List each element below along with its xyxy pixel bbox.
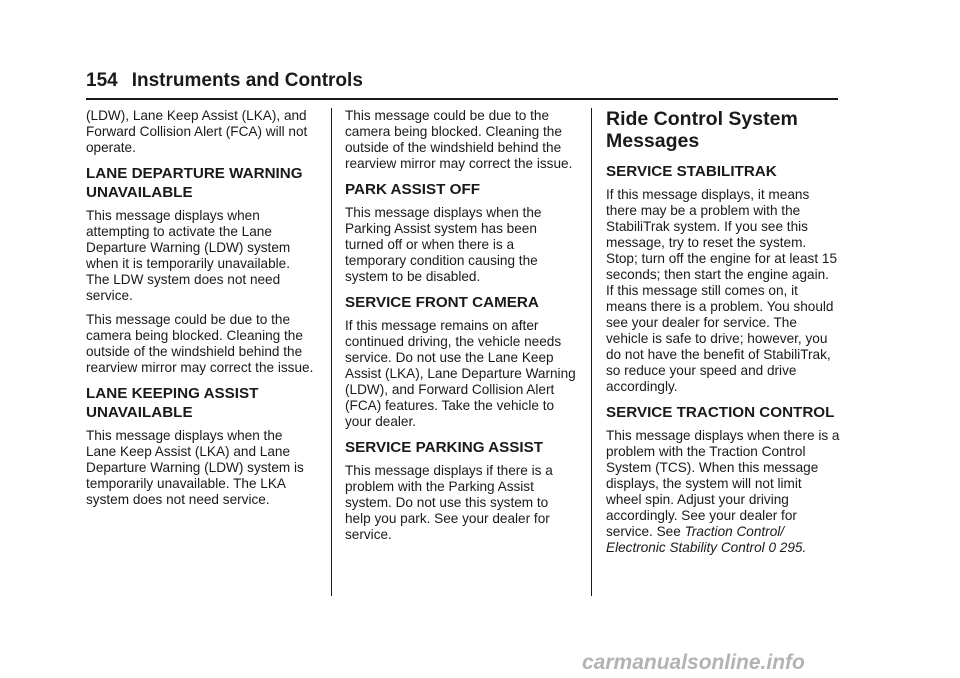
body-paragraph: If this message displays, it means there may be a problem with the StabiliTrak system. If you see this message, try to reset the system. Stop; turn off the engine for at least 15 seconds; then start the engine again. If this message still comes on, it means there is a problem. You should see your dealer for service. The vehicle is safe to drive; however, you do not have the benefit of StabiliTrak, so reduce your speed and drive accordingly. (606, 187, 838, 394)
body-paragraph: This message could be due to the camera being blocked. Cleaning the outside of the windshield behind the rearview mirror may correct the issue. (345, 108, 573, 171)
page-number: 154 (86, 70, 118, 91)
cross-reference-page[interactable]: 295. (779, 540, 807, 555)
column-1 (86, 108, 316, 516)
body-paragraph: If this message remains on after continued driving, the vehicle needs service. Do not use the Lane Keep Assist (LKA), Lane Departure Warning (LDW), and Forward Collision Alert (FCA) features. Take the vehicle to your dealer. (345, 318, 576, 429)
heading-service-stabilitrak: SERVICE STABILITRAK (606, 163, 777, 180)
heading-park-assist-off: PARK ASSIST OFF (345, 181, 481, 198)
body-paragraph: This message displays when attempting to activate the Lane Departure Warning (LDW) system when it is temporarily unavailable. The LDW system does not need service. (86, 208, 291, 303)
page-header (86, 70, 838, 92)
section-title-ride-control: Ride Control System Messages (606, 108, 798, 152)
heading-lane-departure-warning-unavailable: LANE DEPARTURE WARNING UNAVAILABLE (86, 165, 303, 201)
column-2 (345, 108, 577, 551)
body-text: This message displays when there is a problem with the Traction Control System (TCS). When this message displays, the system will not limit wheel spin. Adjust your driving accordingly. See your dealer for service. See (606, 428, 840, 539)
body-paragraph: This message displays when the Parking Assist system has been turned off or when there is a temporary condition causing the system to be disabled. (345, 205, 542, 284)
page-ref-symbol: 0 (768, 540, 777, 555)
body-paragraph: (LDW), Lane Keep Assist (LKA), and Forward Collision Alert (FCA) will not operate. (86, 108, 308, 155)
column-divider-2 (591, 108, 592, 596)
cross-reference-link[interactable]: Traction Control/ Electronic Stability Control (606, 524, 785, 555)
body-paragraph: This message displays if there is a problem with the Parking Assist system. Do not use this system to help you park. See your dealer for service. (345, 463, 553, 542)
heading-lane-keeping-assist-unavailable: LANE KEEPING ASSIST UNAVAILABLE (86, 385, 259, 421)
column-divider-1 (331, 108, 332, 596)
header-rule (86, 98, 838, 100)
column-3 (606, 108, 840, 564)
body-paragraph-with-xref (606, 428, 840, 556)
heading-service-front-camera: SERVICE FRONT CAMERA (345, 294, 539, 311)
body-paragraph: This message could be due to the camera being blocked. Cleaning the outside of the windshield behind the rearview mirror may correct the issue. (86, 312, 314, 375)
body-paragraph: This message displays when the Lane Keep Assist (LKA) and Lane Departure Warning (LDW) system is temporarily unavailable. The LKA system does not need service. (86, 428, 304, 507)
heading-service-parking-assist: SERVICE PARKING ASSIST (345, 439, 544, 456)
heading-service-traction-control: SERVICE TRACTION CONTROL (606, 404, 835, 421)
section-header-title: Instruments and Controls (131, 70, 363, 91)
watermark: carmanualsonline.info (582, 651, 805, 674)
